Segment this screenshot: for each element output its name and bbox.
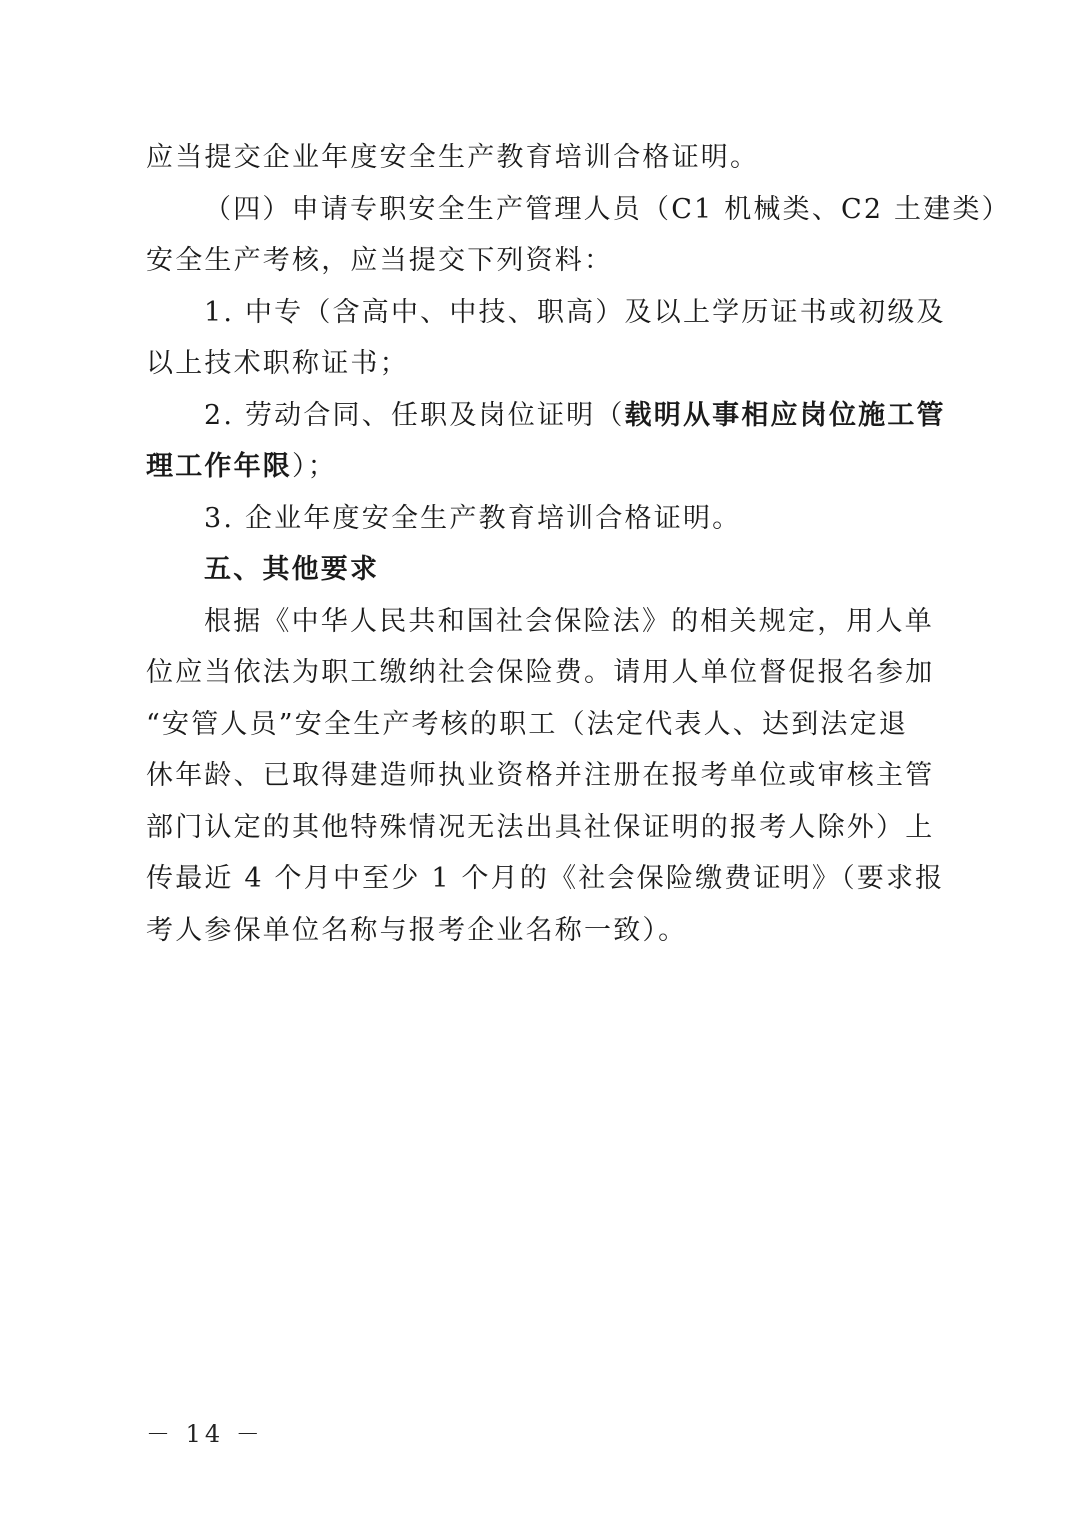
line-text: 位应当依法为职工缴纳社会保险费。请用人单位督促报名参加 xyxy=(146,657,935,688)
list-item-line xyxy=(146,390,946,442)
paragraph-line xyxy=(146,596,936,648)
list-item-line xyxy=(146,441,936,493)
line-text: 1. 中专（含高中、中技、职高）及以上学历证书或初级及 xyxy=(204,296,946,328)
line-text: 考人参保单位名称与报考企业名称一致）。 xyxy=(146,914,688,946)
bold-emphasis-text: 载明从事相应岗位施工管 xyxy=(624,399,946,431)
list-item-line xyxy=(146,493,936,545)
line-text: 3. 企业年度安全生产教育培训合格证明。 xyxy=(204,502,742,534)
line-text: 2. 劳动合同、任职及岗位证明（ xyxy=(204,399,625,431)
paragraph-line xyxy=(146,802,936,854)
line-text: “安管人员”安全生产考核的职工（法定代表人、达到法定退 xyxy=(146,708,909,740)
line-text: 传最近 4 个月中至少 1 个月的《社会保险缴费证明》（要求报 xyxy=(146,863,945,894)
line-text: 应当提交企业年度安全生产教育培训合格证明。 xyxy=(146,142,760,173)
paragraph-line xyxy=(146,699,936,751)
bold-emphasis-text: 理工作年限 xyxy=(146,451,292,482)
line-text: 以上技术职称证书； xyxy=(146,348,409,379)
paragraph-line xyxy=(146,647,936,699)
list-item-line xyxy=(146,287,946,339)
heading-text: 五、其他要求 xyxy=(204,554,380,585)
list-item-line xyxy=(146,338,936,390)
paragraph-line xyxy=(146,750,936,802)
line-text: ）； xyxy=(292,451,337,482)
line-text: （四）申请专职安全生产管理人员（C1 机械类、C2 土建类） xyxy=(204,193,1011,225)
line-text: 部门认定的其他特殊情况无法出具社保证明的报考人除外）上 xyxy=(146,811,935,843)
document-body xyxy=(146,132,1011,956)
section-heading xyxy=(146,544,936,596)
line-text: 安全生产考核，应当提交下列资料： xyxy=(146,245,614,276)
paragraph-line xyxy=(146,132,936,184)
paragraph-line xyxy=(146,184,1011,236)
line-text: 根据《中华人民共和国社会保险法》的相关规定，用人单 xyxy=(204,605,934,637)
paragraph-line xyxy=(146,853,945,905)
paragraph-line xyxy=(146,235,936,287)
line-text: 休年龄、已取得建造师执业资格并注册在报考单位或审核主管 xyxy=(146,760,935,791)
paragraph-line xyxy=(146,905,936,957)
page-number: － 14 － xyxy=(146,1420,264,1448)
